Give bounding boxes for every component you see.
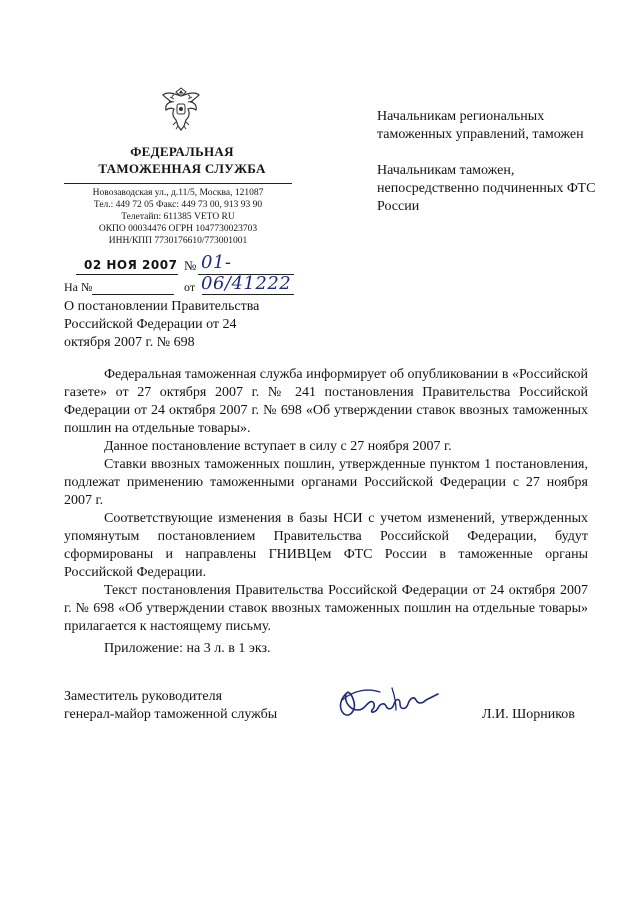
reference-date-underline — [202, 294, 294, 295]
org-teletype: Телетайп: 611385 VETO RU — [121, 212, 235, 222]
recipients-block — [377, 108, 607, 234]
handwritten-signature — [334, 680, 446, 724]
org-okpo-ogrn: ОКПО 00034476 ОГРН 1047730023703 — [98, 224, 258, 234]
org-name-line2: ТАМОЖЕННАЯ СЛУЖБА — [98, 161, 266, 176]
reference-number-underline — [92, 294, 174, 295]
header-divider — [64, 183, 292, 184]
body-paragraph-5: Текст постановления Правительства Российской Федерации от 24 октября 2007 г. № 698 «Об утверждении ставок ввозных таможенных пошлин на отдельные товары» прилагается к настоящему письму. — [64, 583, 588, 634]
org-inn-kpp: ИНН/КПП 7730176610/773001001 — [108, 236, 248, 246]
org-name-line1: ФЕДЕРАЛЬНАЯ — [130, 144, 234, 159]
org-address: Новозаводская ул., д.11/5, Москва, 121087 — [92, 188, 264, 198]
reference-line — [64, 280, 294, 296]
body-paragraph-3: Ставки ввозных таможенных пошлин, утвержденные пунктом 1 постановления, подлежат применению таможенными органами Российской Федерации с 27 ноября 2007 г. — [64, 457, 588, 508]
subject-line3: октября 2007 г. № 698 — [64, 335, 195, 350]
body-paragraph-4: Соответствующие изменения в базы НСИ с учетом изменений, утвержденных упомянутым постановлением Правительства Российской Федерации, будут сформированы и направлены ГНИВЦем ФТС России в таможенные органы Российской Федерации. — [64, 511, 588, 580]
body-paragraph-2: Данное постановление вступает в силу с 27 ноября 2007 г. — [104, 439, 452, 454]
letter-subject — [64, 298, 304, 352]
organization-details — [64, 187, 292, 247]
recipients-group2: Начальникам таможен, непосредственно подчиненных ФТС России — [377, 163, 596, 214]
reference-date-label: от — [184, 280, 196, 294]
state-emblem-icon — [160, 86, 202, 132]
attachment-note: Приложение: на 3 л. в 1 экз. — [104, 641, 271, 656]
letter-body — [64, 366, 588, 636]
org-phones: Тел.: 449 72 05 Факс: 449 73 00, 913 93 90 — [93, 200, 263, 210]
document-number: 01-06/41222 — [201, 252, 292, 294]
reference-number-label: На № — [64, 280, 93, 294]
organization-name — [82, 143, 282, 177]
body-paragraph-1: Федеральная таможенная служба информирует об опубликовании в «Российской газете» от 27 октября 2007 г. № 241 постановления Правительства Российской Федерации от 24 октября 2007 г. № 698 «Об утверждении ставок ввозных таможенных пошлин на отдельные товары». — [64, 367, 588, 436]
subject-line2: Российской Федерации от 24 — [64, 317, 237, 332]
signer-title-line1: Заместитель руководителя — [64, 689, 223, 704]
document-number-label: № — [184, 258, 197, 273]
document-date: 02 НОЯ 2007 — [84, 258, 178, 272]
recipients-group1: Начальникам региональных таможенных управлений, таможен — [377, 109, 584, 142]
signer-title-line2: генерал-майор таможенной службы — [64, 707, 278, 722]
date-underline — [76, 274, 178, 275]
signer-position — [64, 688, 324, 724]
signer-name: Л.И. Шорников — [482, 707, 575, 722]
subject-line1: О постановлении Правительства — [64, 299, 260, 314]
